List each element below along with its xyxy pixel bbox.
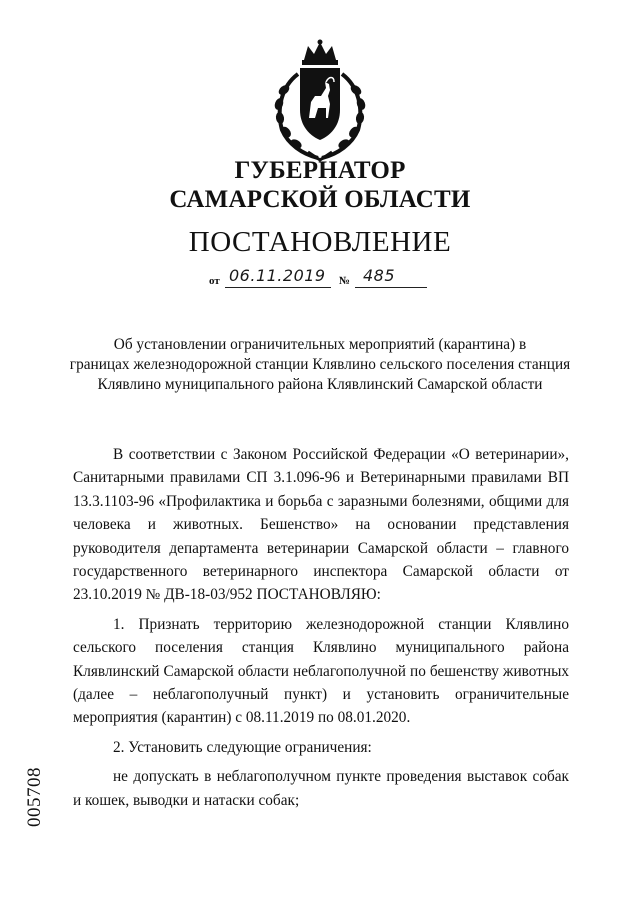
number-label: № bbox=[339, 275, 351, 287]
serial-number-text: 005708 bbox=[24, 767, 45, 827]
date-underline bbox=[225, 287, 331, 288]
clause-2-paragraph: 2. Установить следующие ограничения: bbox=[113, 738, 372, 756]
handwritten-number: 485 bbox=[363, 266, 396, 285]
preamble-paragraph: В соответствии с Законом Российской Федерации «О ветеринарии», Санитарными правилами СП 3.1.096-96 и Ветеринарными правилами ВП 13.3.1103-96 «Профилактика и борьба с заразными болезнями, общими для человека и животных. Бешенство» на основании представления руководителя департамента ветеринарии Самарской области – главного государственного ветеринарного инспектора Самарской области от 23.10.2019 № ДВ-18-03/952 ПОСТАНОВЛЯЮ: bbox=[73, 446, 569, 604]
document-subject bbox=[60, 335, 580, 395]
document-body bbox=[73, 443, 569, 812]
date-number-line bbox=[209, 266, 449, 292]
date-label: от bbox=[209, 275, 220, 287]
restriction-paragraph: не допускать в неблагополучном пункте проведения выставок собак и кошек, выводки и натаски собак; bbox=[73, 768, 569, 809]
clause-1-paragraph: 1. Признать территорию железнодорожной станции Клявлино сельского поселения станция Клявлино муниципального района Клявлинский Самарской области неблагополучной по бешенству животных (далее – неблагополучный пункт) и установить ограничительные мероприятия (карантин) с 08.11.2019 по 08.01.2020. bbox=[73, 615, 569, 727]
margin-serial-number bbox=[22, 762, 48, 832]
number-underline bbox=[355, 287, 427, 288]
issuer-title-line2: САМАРСКОЙ ОБЛАСТИ bbox=[169, 186, 471, 213]
subject-line: Клявлино муниципального района Клявлинский Самарской области bbox=[97, 376, 543, 393]
coat-of-arms-icon bbox=[268, 38, 372, 162]
subject-line: границах железнодорожной станции Клявлино сельского поселения станция bbox=[69, 356, 571, 373]
subject-line: Об установлении ограничительных мероприятий (карантина) в bbox=[113, 336, 527, 353]
issuer-title-line1: ГУБЕРНАТОР bbox=[234, 157, 406, 184]
handwritten-date: 06.11.2019 bbox=[229, 266, 326, 285]
document-type-title: ПОСТАНОВЛЕНИЕ bbox=[188, 226, 452, 258]
